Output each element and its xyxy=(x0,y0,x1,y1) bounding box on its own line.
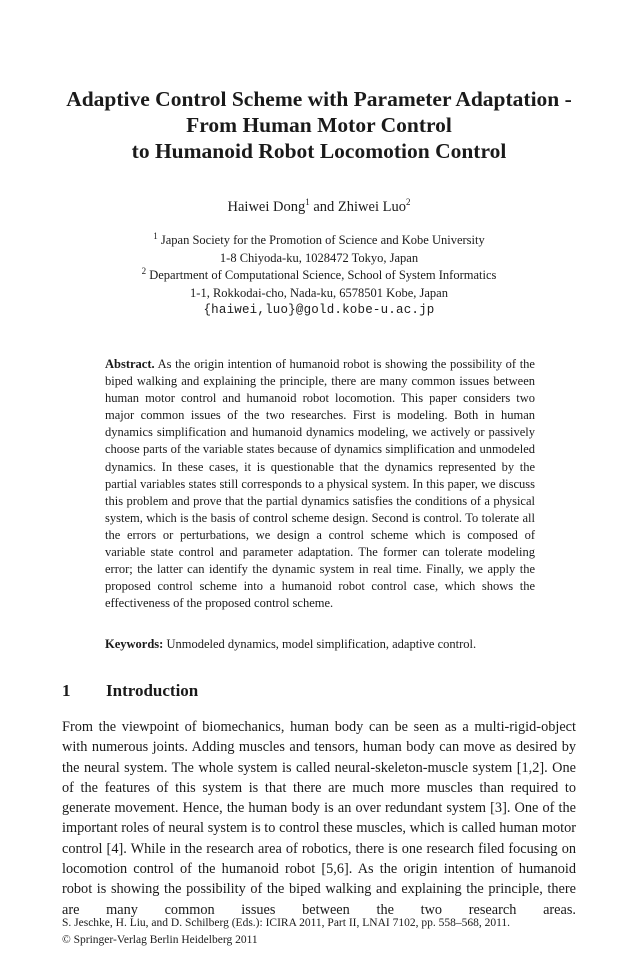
author-email: {haiwei,luo}@gold.kobe-u.ac.jp xyxy=(203,303,435,317)
affiliation-2-line-1 xyxy=(0,267,638,285)
abstract-text: As the origin intention of humanoid robot is showing the possibility of the biped walking and explaining the principle, there are many common issues between human motor control and humanoid robot locomotion. This paper considers two major common issues of the two researches. First is modeling. Both in human dynamics simplification and humanoid dynamics modeling, we actively or passively choose parts of the variable states because of dynamics simplification and unmodeled dynamics. In these cases, it is questionable that the dynamics represented by the partial variables states still corresponds to a physical system. In this paper, we discuss this problem and prove that the partial dynamics satisfies the conditions of a physical system, which is the basis of control scheme design. Second is control. To tolerate all the errors or perturbations, we design a control scheme which is composed of variable state control and parameter adaptation. The former can tolerate modeling error; the latter can identify the dynamic system in real time. Finally, we apply the proposed control scheme into a humanoid robot control case, which shows the effectiveness of the proposed control scheme. xyxy=(105,357,535,611)
affiliation-mark: 2 xyxy=(141,265,147,276)
section-number: 1 xyxy=(62,681,71,700)
author-name: Haiwei Dong xyxy=(227,199,306,215)
author-list xyxy=(0,198,638,216)
affiliation-2-line-2: 1-1, Rokkodai-cho, Nada-ku, 6578501 Kobe, Japan xyxy=(190,285,448,300)
title-line: to Humanoid Robot Locomotion Control xyxy=(131,139,507,163)
author-conjunction: and xyxy=(309,199,338,215)
section-heading xyxy=(62,680,198,702)
author-affiliation-mark: 1 xyxy=(305,197,310,208)
affiliation-1-line-1 xyxy=(0,232,638,250)
affiliation-text: Department of Computational Science, School of System Informatics xyxy=(146,268,497,282)
section-body: From the viewpoint of biomechanics, human body can be seen as a multi-rigid-object with numerous joints. Adding muscles and tensors, human body can move as desired by the neural system. The whole system is called neural-skeleton-muscle system [1,2]. One of the features of this system is that there are much more muscles than required to generate movement. Hence, the human body is an over redundant system [3]. One of the important roles of neural system is to control these muscles, which is called human motor control [4]. While in the research area of robotics, there is one research filed focusing on locomotion control of the humanoid robot [5,6]. As the origin intention of humanoid robot is showing the possibility of the biped walking and explaining the principle, there are many common issues between the two research areas. xyxy=(62,719,576,918)
section-title: Introduction xyxy=(106,681,199,700)
keywords xyxy=(105,636,535,653)
title-line: Adaptive Control Scheme with Parameter Adaptation - xyxy=(66,87,572,111)
page-footer xyxy=(62,915,582,948)
abstract-label: Abstract. xyxy=(105,357,155,371)
citation-line: S. Jeschke, H. Liu, and D. Schilberg (Eds.): ICIRA 2011, Part II, LNAI 7102, pp. 558–568, 2011. xyxy=(62,917,511,929)
paper-title xyxy=(40,86,598,164)
abstract xyxy=(105,356,535,612)
author-name: Zhiwei Luo xyxy=(337,199,406,215)
affiliation-1-line-2: 1-8 Chiyoda-ku, 1028472 Tokyo, Japan xyxy=(219,250,419,265)
title-line: From Human Motor Control xyxy=(186,113,452,137)
copyright-line: © Springer-Verlag Berlin Heidelberg 2011 xyxy=(62,933,258,946)
author-affiliation-mark: 2 xyxy=(405,197,411,208)
affiliations xyxy=(0,232,638,320)
keywords-label: Keywords: xyxy=(105,637,164,651)
affiliation-mark: 1 xyxy=(153,230,158,241)
keywords-text: Unmodeled dynamics, model simplification, adaptive control. xyxy=(163,637,477,651)
affiliation-text: Japan Society for the Promotion of Science and Kobe University xyxy=(157,233,485,247)
